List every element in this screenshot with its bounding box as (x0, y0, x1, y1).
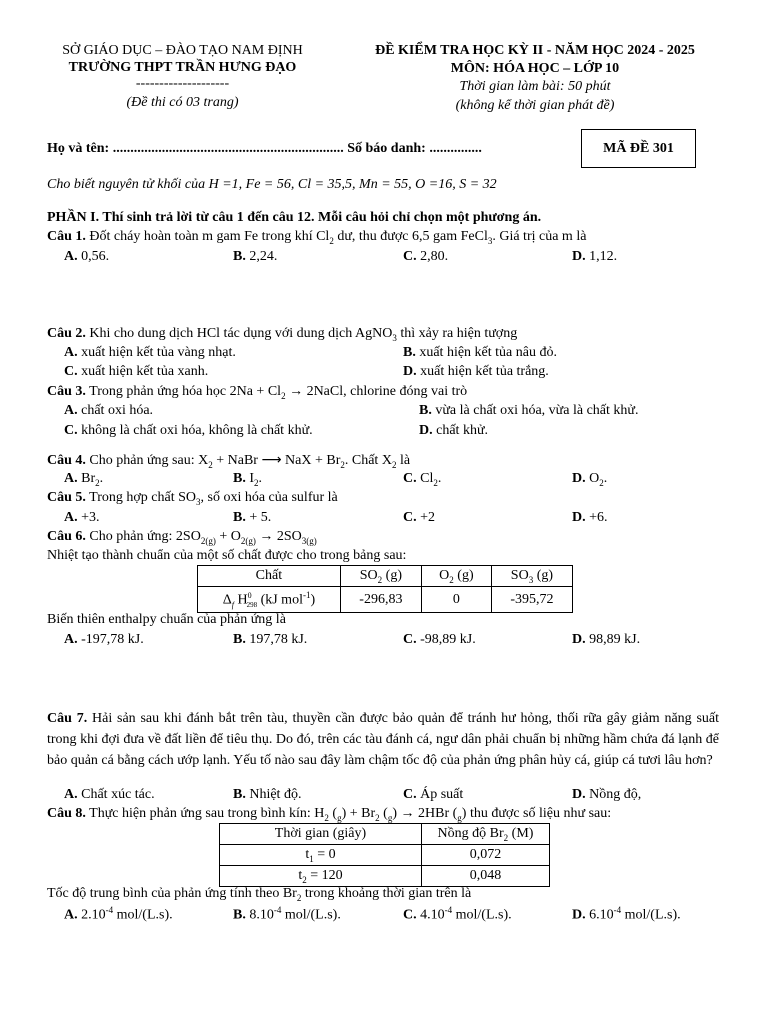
q2-option-a[interactable]: A. xuất hiện kết tủa vàng nhạt. (64, 345, 236, 360)
q7-option-a-text: Chất xúc tác. (81, 787, 155, 802)
q6-option-a-text: -197,78 kJ. (81, 632, 144, 647)
row1-concentration: 0,072 (422, 845, 550, 866)
q7-option-b[interactable]: B. Nhiệt độ. (233, 787, 302, 802)
question-1: Câu 1. Đốt cháy hoàn toàn m gam Fe trong khí $Cl_2$ dư, thu được 6,5 gam FeCl$_3$. Giá trị của m là (47, 229, 587, 246)
q8-label: Câu 8. (47, 806, 86, 821)
row2-time: $t_2 = 120$ (220, 866, 422, 887)
q1-text: Đốt cháy hoàn toàn m gam Fe trong khí Cl (85, 229, 330, 244)
table-row-label: $\Delta_f$ $H^0_{298}$ (kJ mol$^{-1}$) (198, 587, 341, 613)
q6-table-intro: Nhiệt tạo thành chuẩn của một số chất được cho trong bảng sau: (47, 548, 407, 563)
q5-option-a-text: +3. (81, 510, 100, 525)
q1-option-a[interactable]: A. 0,56. (64, 249, 110, 264)
q6-option-d-text: 98,89 kJ. (589, 632, 641, 647)
q8-question: Tốc độ trung bình của phản ứng tính theo $Br_2$ trong khoảng thời gian trên là (47, 886, 472, 903)
q4-text-b: + NaBr (212, 453, 262, 468)
q8-option-d-text: 6.10 (589, 907, 614, 923)
q5-option-c[interactable]: C. +2 (403, 510, 436, 525)
q6-option-b-text: 197,78 kJ. (249, 632, 308, 647)
q6-text-c: → 2SO (255, 529, 302, 544)
conc-unit: (M) (508, 825, 534, 841)
q7-option-b-text: Nhiệt độ. (249, 787, 302, 802)
q1-option-b-text: 2,24. (249, 249, 278, 264)
q5-option-b-text: + 5. (249, 510, 272, 525)
q4-option-b-text: I (249, 471, 255, 486)
q6-option-b[interactable]: B. 197,78 kJ. (233, 632, 308, 647)
q3-option-a[interactable]: A. chất oxi hóa. (64, 403, 154, 418)
question-3: Câu 3. Trong phản ứng hóa học $2Na + Cl_2$ → 2NaCl, chlorine đóng vai trò (47, 384, 468, 401)
q1-option-c-text: 2,80. (420, 249, 449, 264)
q8-option-c-unit: mol/(L.s). (452, 907, 512, 923)
table-header-o2: $O_2$ (g) (421, 566, 491, 587)
q2-text-b: thì xảy ra hiện tượng (396, 326, 518, 341)
name-field[interactable]: .................................................................. (112, 141, 344, 156)
exam-time: Thời gian làm bài: 50 phút (459, 79, 611, 94)
q3-option-c-text: không là chất oxi hóa, không là chất khử. (81, 423, 313, 438)
q2-option-d-text: xuất hiện kết tủa trắng. (420, 364, 549, 379)
q8-option-a[interactable]: A. $2.10^{-4}$ mol/(L.s). (64, 905, 173, 923)
question-7 (47, 708, 719, 771)
q2-option-d[interactable]: D. xuất hiện kết tủa trắng. (403, 364, 549, 379)
q2-option-b-text: xuất hiện kết tủa nâu đỏ. (419, 345, 557, 360)
header-right (335, 42, 735, 116)
table-header-so3: $SO_3$ (g) (491, 566, 572, 587)
o2-state: (g) (457, 567, 474, 583)
school-name: TRƯỜNG THPT TRẦN HƯNG ĐẠO (68, 60, 297, 75)
q8-text-b: + Br (346, 806, 376, 821)
q4-option-d[interactable]: D. $O_2$. (572, 471, 608, 488)
question-6: Câu 6. Cho phản ứng: $2SO_{2(g)} + O_{2(g)} \to 2SO_{3(g)}$ (47, 529, 317, 546)
q2-text: Khi cho dung dịch HCl tác dụng với dung dịch AgNO (85, 326, 393, 341)
so3-formula: SO (510, 567, 529, 583)
q3-option-d-text: chất khử. (436, 423, 489, 438)
q4-text-d: . Chất X (344, 453, 392, 468)
q7-option-c-text: Áp suất (420, 787, 464, 802)
q1-text-c: . Giá trị của m là (492, 229, 587, 244)
exam-code: MÃ ĐỀ 301 (603, 141, 674, 156)
q4-option-a-text: Br (81, 471, 96, 486)
q5-option-d-text: +6. (589, 510, 608, 525)
q7-option-a[interactable]: A. Chất xúc tác. (64, 787, 155, 802)
q3-text: Trong phản ứng hóa học 2Na + Cl (85, 384, 282, 399)
q1-text-b: dư, thu được 6,5 gam FeCl (333, 229, 488, 244)
table-header-time: Thời gian (giây) (220, 824, 422, 845)
q1-label: Câu 1. (47, 229, 86, 244)
q6-option-c-text: -98,89 kJ. (420, 632, 476, 647)
q8-concentration-table (219, 823, 550, 887)
table-header-so2: $SO_2$ (g) (340, 566, 421, 587)
q7-option-c[interactable]: C. Áp suất (403, 787, 464, 802)
q6-enthalpy-table (197, 565, 573, 613)
table-header-concentration: Nồng độ $Br_2$ (M) (422, 824, 550, 845)
so2-state: (g) (385, 567, 402, 583)
q1-option-c[interactable]: C. 2,80. (403, 249, 449, 264)
exam-subject: MÔN: HÓA HỌC – LỚP 10 (450, 61, 620, 76)
q6-text: Cho phản ứng: 2SO (85, 529, 201, 544)
q6-option-c[interactable]: C. -98,89 kJ. (403, 632, 476, 647)
q1-option-a-text: 0,56. (81, 249, 110, 264)
question-5: Câu 5. Trong hợp chất $SO_3$, số oxi hóa của sulfur là (47, 490, 338, 507)
q8-option-b[interactable]: B. $8.10^{-4}$ mol/(L.s). (233, 905, 341, 923)
student-info-line (47, 141, 482, 157)
row2-concentration: 0,048 (422, 866, 550, 887)
q8-option-a-exp: -4 (105, 905, 114, 915)
q3-option-a-text: chất oxi hóa. (81, 403, 154, 418)
q5-text-b: , số oxi hóa của sulfur là (200, 490, 338, 505)
q4-option-d-text: O (589, 471, 600, 486)
atomic-masses-note: Cho biết nguyên tử khối của H =1, Fe = 56, Cl = 35,5, Mn = 55, O =16, S = 32 (47, 177, 497, 192)
q1-option-b[interactable]: B. 2,24. (233, 249, 278, 264)
q8-option-a-text: 2.10 (81, 907, 106, 923)
q3-option-d[interactable]: D. chất khử. (419, 423, 489, 438)
q8-option-d[interactable]: D. $6.10^{-4}$ mol/(L.s). (572, 905, 681, 923)
so3-value: -395,72 (491, 587, 572, 613)
t2-symbol: t (298, 867, 303, 883)
q2-option-c[interactable]: C. xuất hiện kết tủa xanh. (64, 364, 209, 379)
q4-option-b[interactable]: B. $I_2$. (233, 471, 263, 488)
q3-option-b-text: vừa là chất oxi hóa, vừa là chất khử. (435, 403, 639, 418)
row1-time: $t_1 = 0$ (220, 845, 422, 866)
q4-option-c-text: Cl (420, 471, 434, 486)
pages-note: (Đề thi có 03 trang) (126, 95, 239, 110)
q6-option-d[interactable]: D. 98,89 kJ. (572, 632, 641, 647)
q8-option-c-exp: -4 (444, 905, 453, 915)
q7-option-d[interactable]: D. Nồng độ, (572, 787, 642, 802)
id-label: Số báo danh: (347, 141, 430, 156)
o2-formula: O (439, 567, 450, 583)
header-left (40, 42, 325, 114)
q8-text: Thực hiện phản ứng sau trong bình kín: H (85, 806, 325, 821)
part1-title: PHẦN I. Thí sinh trả lời từ câu 1 đến câu 12. Mỗi câu hỏi chỉ chọn một phương án. (47, 210, 542, 225)
o2-value: 0 (421, 587, 491, 613)
row-unit: (kJ mol (260, 592, 303, 608)
table-row (198, 566, 573, 587)
table-header-substance: Chất (198, 566, 341, 587)
header-dashes: -------------------- (135, 76, 230, 91)
q4-text-e: là (396, 453, 411, 468)
q2-label: Câu 2. (47, 326, 86, 341)
exam-time-note: (không kể thời gian phát đề) (455, 98, 615, 113)
q7-option-d-text: Nồng độ, (589, 787, 642, 802)
q8-text-c: → 2HBr ( (397, 806, 458, 821)
so3-state: (g) (536, 567, 554, 583)
id-field[interactable]: ............... (429, 141, 482, 156)
q5-option-c-text: +2 (420, 510, 436, 525)
department-name: SỞ GIÁO DỤC – ĐÀO TẠO NAM ĐỊNH (62, 43, 303, 58)
q4-option-c[interactable]: C. $Cl_2$. (403, 471, 442, 488)
q8-option-d-unit: mol/(L.s). (621, 907, 681, 923)
q4-text-c: NaX + Br (281, 453, 341, 468)
q5-option-b[interactable]: B. + 5. (233, 510, 272, 525)
q5-option-a[interactable]: A. +3. (64, 510, 100, 525)
q3-text-b: → 2NaCl, chlorine đóng vai trò (285, 384, 468, 399)
so2-value: -296,83 (340, 587, 421, 613)
so2-formula: SO (359, 567, 378, 583)
q4-label: Câu 4. (47, 453, 86, 468)
q6-option-a[interactable]: A. -197,78 kJ. (64, 632, 144, 647)
exam-title: ĐỀ KIỂM TRA HỌC KỲ II - NĂM HỌC 2024 - 2025 (375, 43, 695, 58)
q8-option-d-exp: -4 (613, 905, 622, 915)
q3-label: Câu 3. (47, 384, 86, 399)
t2-value: = 120 (306, 867, 343, 883)
q6-question: Biến thiên enthalpy chuẩn của phản ứng là (47, 612, 286, 627)
q7-label: Câu 7. (47, 711, 88, 726)
exam-code-box (581, 129, 696, 168)
q5-label: Câu 5. (47, 490, 86, 505)
q1-option-d[interactable]: D. 1,12. (572, 249, 618, 264)
q8-option-c-text: 4.10 (420, 907, 445, 923)
t1-value: = 0 (313, 846, 336, 862)
t1-symbol: t (305, 846, 310, 862)
q7-text: Hải sản sau khi đánh bắt trên tàu, thuyền cần được bảo quản để tránh hư hỏng, thối rữa gây giảm năng suất trong khi đợi đưa về đất liền để tiêu thụ. Do đó, trên các tàu đánh cá, ngư dân phải chuẩn bị những hầm chứa đá lạnh để bảo quản cá bằng cách ướp lạnh. Yếu tố nào sau đây làm chậm tốc độ của phản ứng phân hủy cá, giúp cá tươi lâu hơn? (47, 711, 720, 768)
q6-text-b: + O (215, 529, 241, 544)
q4-arrow: ⟶ (261, 452, 282, 468)
q2-option-a-text: xuất hiện kết tủa vàng nhạt. (81, 345, 236, 360)
q8-option-c[interactable]: C. $4.10^{-4}$ mol/(L.s). (403, 905, 512, 923)
q2-option-c-text: xuất hiện kết tủa xanh. (81, 364, 209, 379)
q4-text: Cho phản ứng sau: X (85, 453, 209, 468)
name-label: Họ và tên: (47, 141, 113, 156)
table-row (220, 824, 550, 845)
conc-label: Nồng độ Br (437, 825, 504, 841)
q8-option-b-text: 8.10 (249, 907, 274, 923)
table-row (220, 845, 550, 866)
q8-option-b-exp: -4 (273, 905, 282, 915)
table-row (220, 866, 550, 887)
q8-question-text: Tốc độ trung bình của phản ứng tính theo Br (47, 886, 297, 901)
q4-option-a[interactable]: A. $Br_2$. (64, 471, 104, 488)
q5-option-d[interactable]: D. +6. (572, 510, 608, 525)
question-2: Câu 2. Khi cho dung dịch HCl tác dụng với dung dịch AgNO$_3$ thì xảy ra hiện tượng (47, 326, 518, 343)
q8-text-d: ) thu được số liệu như sau: (461, 806, 612, 821)
q3-option-c[interactable]: C. không là chất oxi hóa, không là chất khử. (64, 423, 313, 438)
q8-option-b-unit: mol/(L.s). (281, 907, 341, 923)
q2-option-b[interactable]: B. xuất hiện kết tủa nâu đỏ. (403, 345, 557, 360)
q6-label: Câu 6. (47, 529, 86, 544)
q8-option-a-unit: mol/(L.s). (113, 907, 173, 923)
question-4: Câu 4. Cho phản ứng sau: $X_2$ + NaBr ⟶ NaX + $Br_2$. Chất $X_2$ là (47, 452, 411, 470)
q8-question-text-b: trong khoảng thời gian trên là (301, 886, 472, 901)
question-8: Câu 8. Thực hiện phản ứng sau trong bình kín: $H_2$ $(_g) + Br_2$ $(_g) \to 2HBr$ $(_g)$ thu được số liệu như sau: (47, 806, 612, 823)
q3-option-b[interactable]: B. vừa là chất oxi hóa, vừa là chất khử. (419, 403, 639, 418)
q5-text: Trong hợp chất SO (85, 490, 196, 505)
table-row (198, 587, 573, 613)
q1-option-d-text: 1,12. (589, 249, 618, 264)
